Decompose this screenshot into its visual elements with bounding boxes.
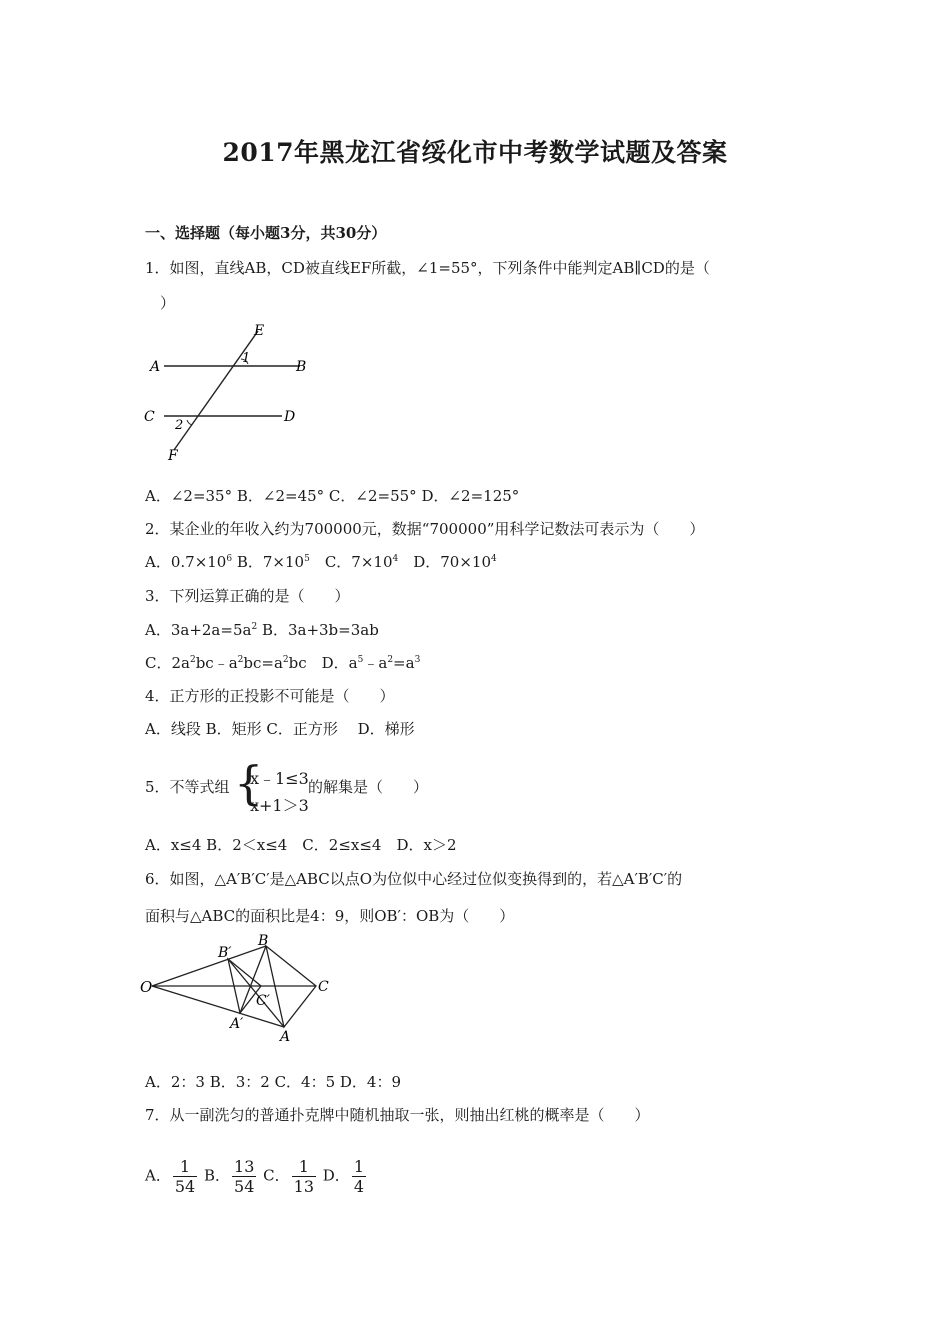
label-angle-1: 1 <box>242 351 251 366</box>
section-heading: 一、选择题（每小题3分，共30分） <box>145 224 387 242</box>
fraction-denominator: 54 <box>234 1177 255 1196</box>
label-o: O <box>140 978 153 996</box>
q7-option-d-fraction <box>352 1157 366 1196</box>
q5-brace: { <box>234 756 264 810</box>
q3-option-a: A．3a+2a=5a <box>145 621 252 639</box>
q1-stem-end: ） <box>160 294 176 312</box>
label-angle-2: 2 <box>175 418 184 433</box>
q3-text: =a <box>393 654 415 672</box>
q5-inequality-1: x﹣1≤3 <box>250 769 309 788</box>
q2-option-c: C．7×10 <box>309 553 393 571</box>
q3-exp: 2 <box>282 655 289 665</box>
q3-stem: 3．下列运算正确的是（ ） <box>145 587 350 605</box>
segment-ob <box>152 946 266 986</box>
q2-option-b: B．7×10 <box>232 553 305 571</box>
q3-text: ﹣a <box>363 654 388 672</box>
q2-options <box>145 551 497 572</box>
q7-option-d-label: D． <box>322 1166 350 1185</box>
q3-exp: 2 <box>387 655 394 665</box>
q3-options-line1 <box>145 619 379 640</box>
line-ef <box>174 331 258 450</box>
q5-stem-post: 的解集是（ ） <box>308 778 429 796</box>
q3-exp: 2 <box>237 655 244 665</box>
q3-text: bc=a <box>243 654 283 672</box>
label-c: C <box>144 409 155 425</box>
q6-figure <box>138 928 338 1048</box>
q2-option-a: A．0.7×10 <box>145 553 227 571</box>
label-b: B <box>296 359 307 375</box>
q3-text: bc﹣a <box>195 654 238 672</box>
label-f: F <box>168 448 178 464</box>
q6-stem-line1: 6．如图，△A′B′C′是△ABC以点O为位似中心经过位似变换得到的，若△A′B′C′的 <box>145 870 683 888</box>
q4-options: A．线段 B．矩形 C．正方形 D．梯形 <box>145 720 415 738</box>
q3-text: bc D．a <box>288 654 358 672</box>
label-a: A <box>280 1029 291 1045</box>
q3-exp: 5 <box>357 655 364 665</box>
q6-stem-line2: 面积与△ABC的面积比是4：9，则OB′：OB为（ ） <box>145 907 515 925</box>
q2-option-c-exp: 4 <box>392 554 399 564</box>
label-b: B <box>258 933 269 949</box>
q7-option-c-fraction <box>292 1157 316 1196</box>
q1-options: A．∠2=35° B．∠2=45° C．∠2=55° D．∠2=125° <box>145 487 520 505</box>
label-c: C <box>318 979 329 995</box>
fraction-numerator: 1 <box>292 1157 316 1177</box>
fraction-numerator: 1 <box>173 1157 197 1177</box>
fraction-denominator: 54 <box>174 1177 196 1196</box>
q1-figure <box>140 318 320 468</box>
q5-inequality-2: x+1＞3 <box>250 796 309 815</box>
label-e: E <box>254 323 265 339</box>
label-c-prime: C′ <box>256 993 270 1009</box>
fraction-numerator: 1 <box>353 1157 364 1176</box>
q3-options-line2 <box>145 652 420 673</box>
fraction-denominator: 13 <box>293 1177 314 1196</box>
label-a-prime: A′ <box>230 1016 244 1032</box>
q2-option-a-exp: 6 <box>226 554 233 564</box>
q7-options <box>145 1157 368 1196</box>
q2-option-b-exp: 5 <box>304 554 310 564</box>
q5-stem-pre: 5．不等式组 <box>145 778 230 796</box>
q1-stem: 1．如图，直线AB，CD被直线EF所截，∠1=55°，下列条件中能判定AB∥CD的是（ <box>145 259 710 277</box>
q5-options: A．x≤4 B．2＜x≤4 C．2≤x≤4 D．x＞2 <box>145 836 457 854</box>
q2-option-d: D．70×10 <box>398 553 492 571</box>
fraction-denominator: 4 <box>353 1177 364 1196</box>
page-title: 2017年黑龙江省绥化市中考数学试题及答案 <box>222 138 728 167</box>
q4-stem: 4．正方形的正投影不可能是（ ） <box>145 687 395 705</box>
q3-exp: 3 <box>414 655 421 665</box>
q6-options: A．2：3 B．3：2 C．4：5 D．4：9 <box>145 1073 402 1091</box>
q7-option-b-fraction <box>232 1157 256 1196</box>
fraction-numerator: 13 <box>234 1157 255 1176</box>
q7-option-c-label: C． <box>263 1166 290 1185</box>
q3-exp: 2 <box>189 655 196 665</box>
q7-option-a-label: A． <box>145 1166 171 1185</box>
q7-option-a-fraction <box>173 1157 197 1196</box>
q3-option-b: B．3a+3b=3ab <box>257 621 379 639</box>
label-a: A <box>150 359 161 375</box>
q3-text: C．2a <box>145 654 190 672</box>
q2-stem: 2．某企业的年收入约为700000元，数据“700000”用科学记数法可表示为（ ） <box>145 520 705 538</box>
label-d: D <box>284 409 296 425</box>
q2-option-d-exp: 4 <box>491 554 497 564</box>
label-b-prime: B′ <box>218 945 232 961</box>
angle-2-arc <box>187 420 192 425</box>
q7-stem: 7．从一副洗匀的普通扑克牌中随机抽取一张，则抽出红桃的概率是（ ） <box>145 1106 650 1124</box>
q7-option-b-label: B． <box>203 1166 231 1185</box>
q3-option-a-exp: 2 <box>251 622 258 632</box>
